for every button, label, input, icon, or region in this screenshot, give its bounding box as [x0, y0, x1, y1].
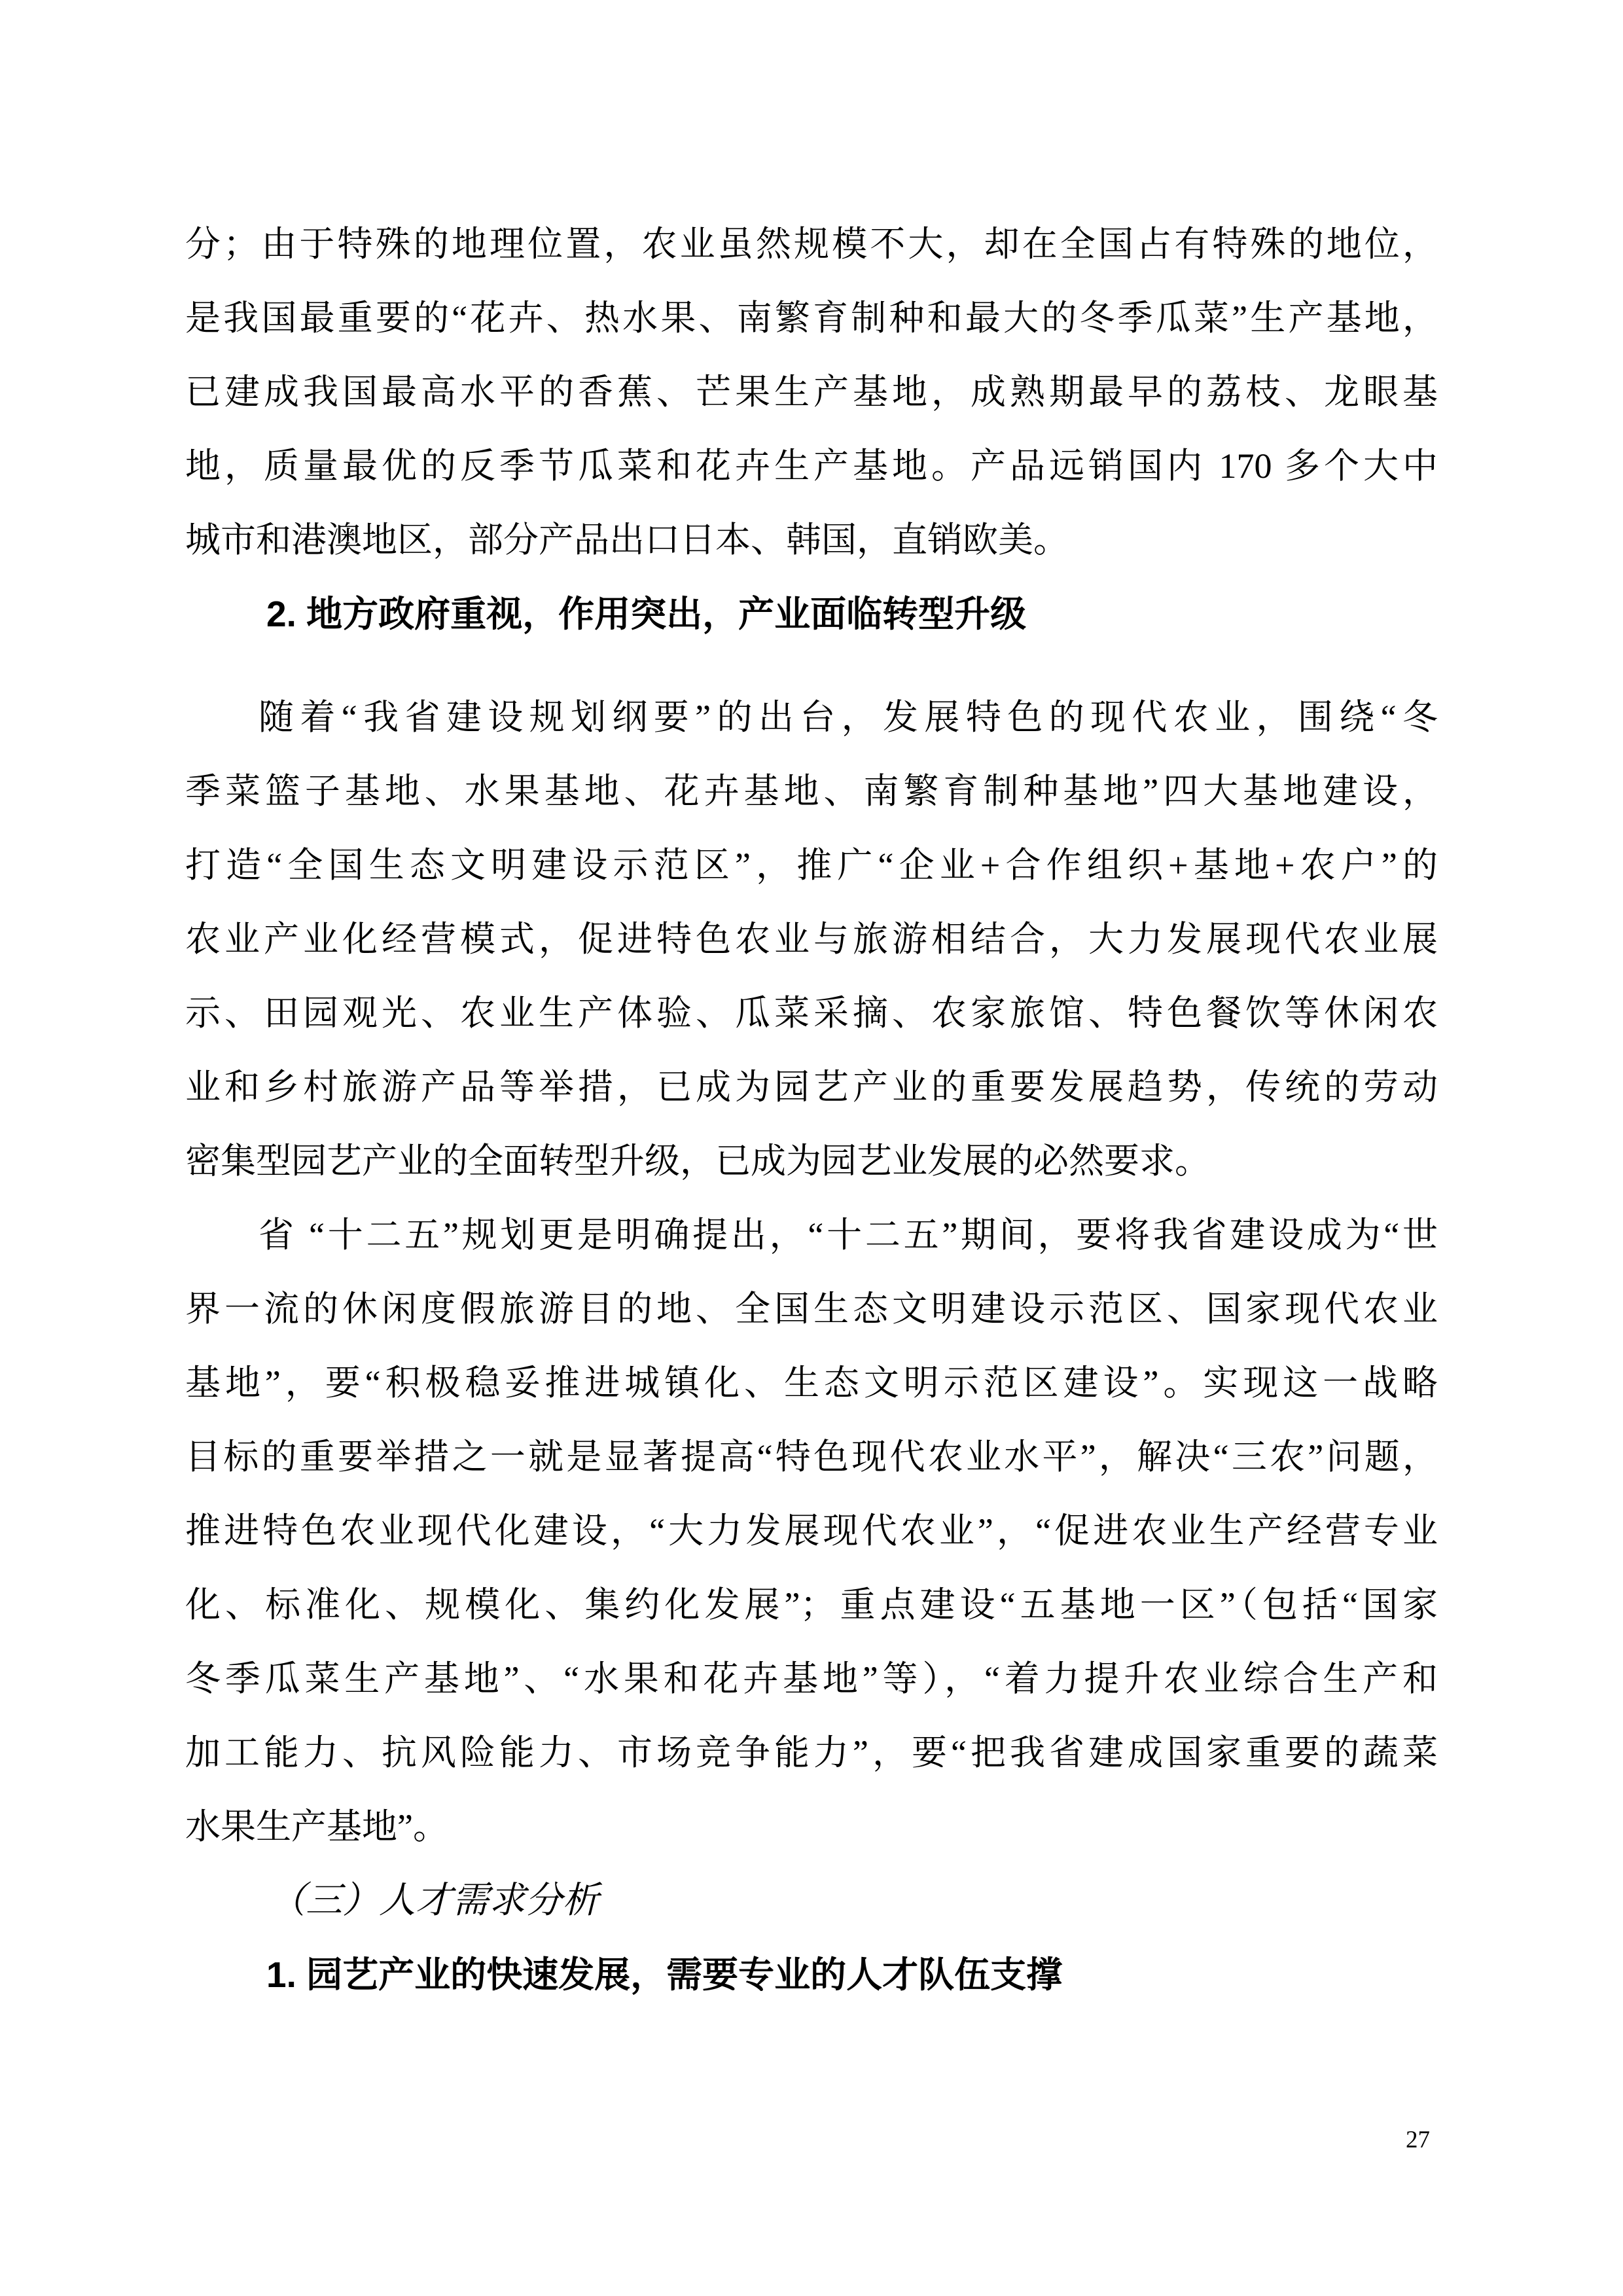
- page-number: 27: [1406, 2126, 1430, 2153]
- text-line: 季菜篮子基地、水果基地、花卉基地、南繁育制种基地”四大基地建设，: [185, 772, 1438, 811]
- heading-horticulture-talent-need: 1. 园艺产业的快速发展，需要专业的人才队伍支撑: [266, 1954, 1063, 1995]
- paragraph-twelfth-five-year-plan: [185, 1198, 1438, 1864]
- paragraph-planning-outline: [185, 681, 1438, 1198]
- text-line: 随着“我省建设规划纲要”的出台，发展特色的现代农业，围绕“冬: [259, 698, 1438, 737]
- paragraph-region-agriculture-status: [185, 207, 1438, 577]
- heading-local-government-support: 2. 地方政府重视，作用突出，产业面临转型升级: [266, 594, 1027, 634]
- text-line: 已建成我国最高水平的香蕉、芒果生产基地，成熟期最早的荔枝、龙眼基: [185, 372, 1438, 412]
- page-content: [185, 207, 1438, 2012]
- text-line: 目标的重要举措之一就是显著提高“特色现代农业水平”，解决“三农”问题，: [185, 1437, 1438, 1477]
- text-line: 密集型园艺产业的全面转型升级，已成为园艺业发展的必然要求。: [185, 1141, 1210, 1181]
- text-line: 加工能力、抗风险能力、市场竞争能力”，要“把我省建成国家重要的蔬菜: [185, 1733, 1438, 1772]
- text-line: 冬季瓜菜生产基地”、“水果和花卉基地”等），“着力提升农业综合生产和: [185, 1659, 1438, 1698]
- text-line: 基地”，要“积极稳妥推进城镇化、生态文明示范区建设”。实现这一战略: [185, 1363, 1438, 1403]
- text-line: 是我国最重要的“花卉、热水果、南繁育制种和最大的冬季瓜菜”生产基地，: [185, 298, 1438, 338]
- text-line: 分；由于特殊的地理位置，农业虽然规模不大，却在全国占有特殊的地位，: [185, 224, 1438, 264]
- text-line: 界一流的休闲度假旅游目的地、全国生态文明建设示范区、国家现代农业: [185, 1289, 1438, 1329]
- text-line: 化、标准化、规模化、集约化发展”；重点建设“五基地一区”（包括“国家: [185, 1585, 1438, 1624]
- text-line: 打造“全国生态文明建设示范区”，推广“企业+合作组织+基地+农户”的: [185, 846, 1438, 885]
- text-line: 水果生产基地”。: [185, 1807, 448, 1846]
- heading-talent-demand-analysis: （三）人才需求分析: [269, 1880, 599, 1921]
- text-line: 地，质量最优的反季节瓜菜和花卉生产基地。产品远销国内 170 多个大中: [185, 446, 1438, 486]
- text-line: 业和乡村旅游产品等举措，已成为园艺产业的重要发展趋势，传统的劳动: [185, 1067, 1438, 1107]
- text-line: 省 “十二五”规划更是明确提出，“十二五”期间，要将我省建设成为“世: [259, 1215, 1438, 1255]
- text-line: 推进特色农业现代化建设，“大力发展现代农业”，“促进农业生产经营专业: [185, 1511, 1438, 1551]
- text-line: 城市和港澳地区，部分产品出口日本、韩国，直销欧美。: [185, 520, 1069, 560]
- text-line: 示、田园观光、农业生产体验、瓜菜采摘、农家旅馆、特色餐饮等休闲农: [185, 994, 1438, 1033]
- text-line: 农业产业化经营模式，促进特色农业与旅游相结合，大力发展现代农业展: [185, 920, 1438, 959]
